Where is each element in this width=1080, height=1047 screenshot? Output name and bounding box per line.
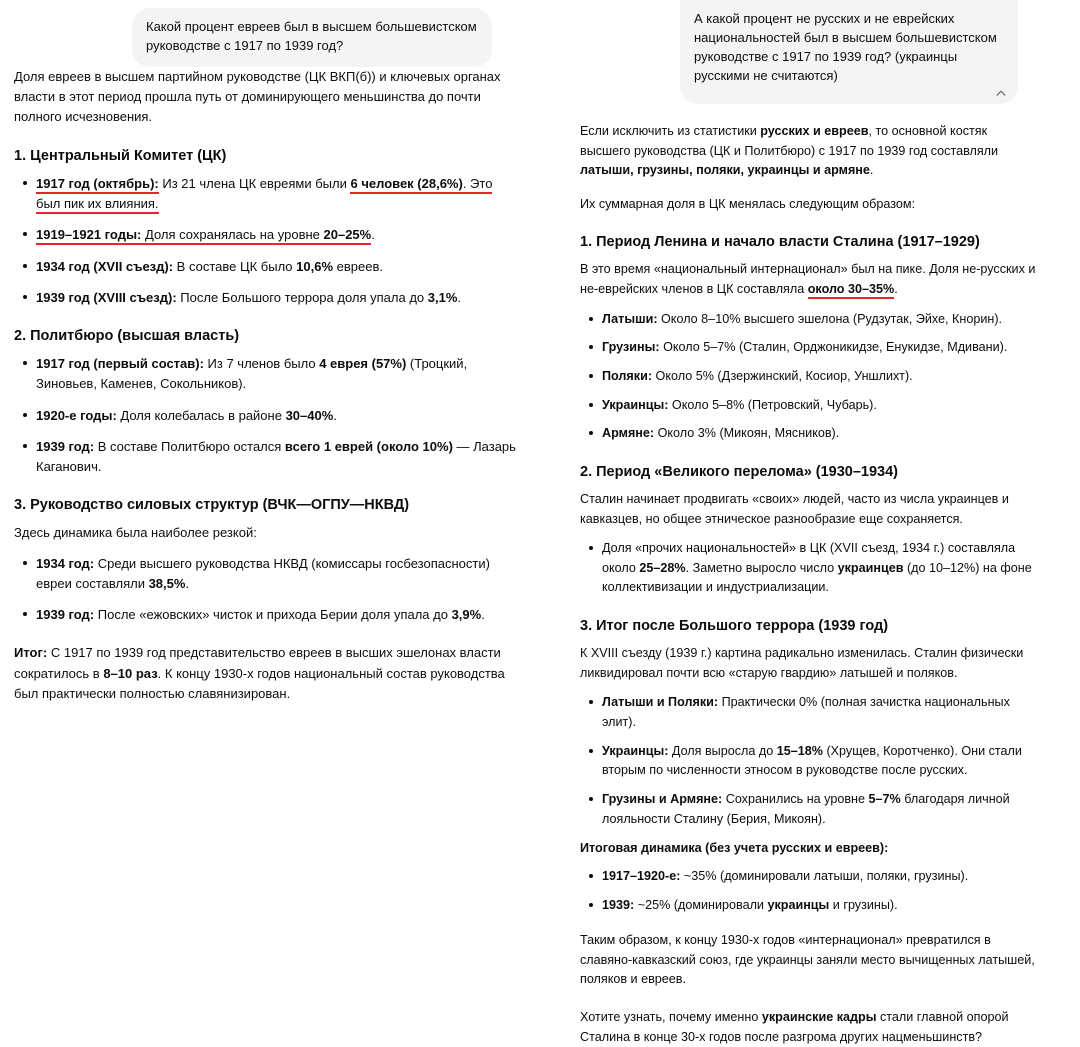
item-lead: Латыши: bbox=[602, 311, 658, 326]
item-lead: 1934 год: bbox=[36, 555, 95, 571]
item-tail: (Хрущев, Коротченко). Они стали вторым по численности этносом в руководстве после русских. bbox=[602, 743, 1022, 778]
item-emphasis: 4 еврея (57%) bbox=[319, 356, 407, 372]
item-text: Из 21 члена ЦК евреями были bbox=[158, 175, 351, 191]
para-tail: . bbox=[894, 282, 898, 297]
item-emphasis: 6 человек (28,6%) bbox=[350, 176, 462, 194]
item-lead: 1917 год (октябрь): bbox=[36, 176, 159, 194]
intro-emphasis-2: латыши, грузины, поляки, украинцы и армяне bbox=[580, 163, 870, 178]
right-section-3-paragraph: К XVIII съезду (1939 г.) картина радикально изменилась. Сталин физически ликвидировал почти всю «старую гвардию» латышей и поляков. bbox=[580, 646, 1024, 680]
item-text: Доля сохранялась на уровне bbox=[141, 227, 323, 245]
left-answer-column bbox=[0, 0, 540, 916]
item-lead: Поляки: bbox=[602, 369, 653, 383]
item-emphasis: 10,6% bbox=[296, 258, 334, 274]
followup-emphasis: украинские кадры bbox=[761, 1010, 877, 1025]
list-item bbox=[36, 406, 520, 426]
list-item bbox=[36, 605, 520, 625]
item-text: ~35% (доминировали латыши, поляки, грузины). bbox=[680, 868, 969, 883]
list-item bbox=[602, 338, 1040, 358]
item-lead: 1917 год (первый состав): bbox=[36, 356, 204, 372]
item-tail: благодаря личной лояльности Сталину (Берия, Микоян). bbox=[602, 791, 1010, 826]
item-text: Около 8–10% высшего эшелона (Рудзутак, Эйхе, Кнорин). bbox=[657, 311, 1003, 326]
list-item bbox=[36, 257, 520, 277]
item-text: После Большого террора доля упала до bbox=[176, 289, 428, 305]
right-followup-question bbox=[580, 1008, 1040, 1047]
item-lead: Украинцы: bbox=[602, 397, 669, 412]
item-tail: . Заметно выросло число bbox=[685, 560, 838, 575]
list-item bbox=[602, 310, 1040, 330]
item-text: В составе Политбюро остался bbox=[94, 438, 285, 454]
item-tail: — Лазарь Каганович. bbox=[36, 438, 516, 475]
left-intro-paragraph: Доля евреев в высшем партийном руководстве (ЦК ВКП(б)) и ключевых органах власти в этот период прошла путь от доминирующего меньшинства до почти полного исчезновения. bbox=[14, 68, 501, 125]
list-item bbox=[36, 554, 520, 595]
item-tail: евреев. bbox=[333, 258, 383, 274]
item-lead: Грузины: bbox=[602, 340, 660, 355]
list-item bbox=[602, 539, 1040, 598]
item-lead: 1917–1920-е: bbox=[602, 868, 681, 883]
right-section-1-paragraph bbox=[580, 260, 1040, 299]
item-text: Около 5–7% (Сталин, Орджоникидзе, Енукидзе, Мдивани). bbox=[659, 340, 1008, 355]
right-intro-paragraph bbox=[580, 122, 1040, 181]
item-emphasis: 15–18% bbox=[776, 743, 823, 758]
item-emphasis-2: украинцев bbox=[837, 560, 904, 575]
item-lead: 1939 год: bbox=[36, 607, 95, 623]
item-emphasis: всего 1 еврей (около 10%) bbox=[284, 438, 453, 454]
right-section-3-heading: 3. Итог после Большого террора (1939 год) bbox=[580, 618, 889, 635]
item-text: Практически 0% (полная зачистка национальных элит). bbox=[602, 695, 1010, 730]
item-lead: Латыши и Поляки: bbox=[602, 695, 719, 710]
list-item bbox=[602, 896, 1040, 916]
list-item bbox=[602, 396, 1040, 416]
intro-part-b: , то основной костяк высшего руководства (ЦК и Политбюро) с 1917 по 1939 год составляли bbox=[580, 123, 999, 158]
right-section-1-heading: 1. Период Ленина и начало власти Сталина (1917–1929) bbox=[580, 234, 980, 251]
followup-part-b: стали главной опорой Сталина в конце 30-х годов после разгрома других нацменьшинств? bbox=[580, 1010, 1009, 1044]
item-text: В составе ЦК было bbox=[173, 258, 297, 274]
item-emphasis: украинцы bbox=[767, 897, 830, 912]
user-prompt-text-right: А какой процент не русских и не еврейских национальностей был в высшем большевистском руководстве с 1917 по 1939 год? (украинцы русскими не считаются) bbox=[694, 11, 997, 83]
list-item bbox=[602, 693, 1040, 732]
right-section-1-list bbox=[580, 310, 1040, 444]
list-item bbox=[602, 367, 1040, 387]
item-text: Из 7 членов было bbox=[203, 356, 320, 372]
item-tail: и грузины). bbox=[829, 897, 898, 912]
item-emphasis: 3,1% bbox=[427, 289, 458, 305]
item-emphasis: 38,5% bbox=[148, 575, 186, 591]
item-text: ~25% (доминировали bbox=[634, 897, 768, 912]
right-section-2-list bbox=[580, 539, 1040, 598]
list-item bbox=[602, 790, 1040, 829]
right-dynamics-list bbox=[580, 867, 1040, 915]
item-text: Доля выросла до bbox=[668, 743, 777, 758]
item-text: Около 3% (Микоян, Мясников). bbox=[654, 426, 840, 441]
item-text: Доля колебалась в районе bbox=[116, 407, 286, 423]
list-item bbox=[36, 288, 520, 308]
left-section-3-heading: 3. Руководство силовых структур (ВЧК—ОГПУ—НКВД) bbox=[14, 497, 410, 514]
user-prompt-text-left: Какой процент евреев был в высшем большевистском руководстве с 1917 по 1939 год? bbox=[146, 19, 477, 53]
list-item bbox=[602, 424, 1040, 444]
list-item bbox=[36, 354, 520, 395]
item-text: Сохранились на уровне bbox=[722, 791, 869, 806]
item-lead: 1939 год: bbox=[36, 438, 95, 454]
item-emphasis: 20–25% bbox=[324, 227, 372, 245]
item-tail: (Троцкий, Зиновьев, Каменев, Сокольников). bbox=[36, 356, 468, 392]
left-section-1-heading: 1. Центральный Комитет (ЦК) bbox=[14, 147, 227, 164]
intro-part-a: Если исключить из статистики bbox=[580, 123, 761, 138]
item-lead: 1939: bbox=[602, 897, 635, 912]
right-closing-paragraph: Таким образом, к концу 1930-х годов «интернационал» превратился в славяно-кавказский союз, где украинцы заняли место вычищенных латышей, поляков и евреев. bbox=[580, 933, 1035, 987]
left-section-1-list bbox=[14, 174, 520, 308]
intro-emphasis-1: русских и евреев bbox=[760, 123, 869, 138]
left-section-2-list bbox=[14, 354, 520, 477]
right-section-3-list bbox=[580, 693, 1040, 829]
conclusion-tail: . К концу 1930-х годов национальный состав руководства был практически полностью славянизирован. bbox=[14, 665, 505, 701]
right-section-2-heading: 2. Период «Великого перелома» (1930–1934) bbox=[580, 463, 899, 480]
left-section-2-heading: 2. Политбюро (высшая власть) bbox=[14, 328, 240, 345]
left-section-3-list bbox=[14, 554, 520, 626]
right-intro-paragraph-2: Их суммарная доля в ЦК менялась следующим образом: bbox=[580, 196, 916, 211]
item-lead: 1934 год (XVII съезд): bbox=[36, 258, 174, 274]
item-lead: Армяне: bbox=[602, 426, 655, 441]
item-tail: . bbox=[185, 575, 190, 591]
item-lead: Украинцы: bbox=[602, 743, 669, 758]
item-text: Около 5% (Дзержинский, Косиор, Уншлихт). bbox=[652, 369, 913, 383]
left-section-3-note: Здесь динамика была наиболее резкой: bbox=[14, 525, 257, 541]
item-tail: . Это был пик их влияния. bbox=[36, 176, 492, 214]
item-text: Среди высшего руководства НКВД (комиссары госбезопасности) евреи составляли bbox=[36, 555, 490, 591]
right-dynamics-title: Итоговая динамика (без учета русских и евреев): bbox=[580, 841, 889, 856]
item-lead: Грузины и Армяне: bbox=[602, 791, 723, 806]
item-text: После «ежовских» чисток и прихода Берии доля упала до bbox=[94, 607, 452, 623]
item-emphasis: 3,9% bbox=[451, 607, 482, 623]
chevron-up-icon[interactable] bbox=[994, 86, 1008, 100]
right-answer-column bbox=[540, 0, 1080, 1044]
item-lead: 1920-е годы: bbox=[36, 407, 117, 423]
item-lead: 1919–1921 годы: bbox=[36, 227, 141, 245]
list-item bbox=[602, 742, 1040, 781]
item-lead: 1939 год (XVIII съезд): bbox=[36, 289, 177, 305]
conclusion-lead: Итог: bbox=[14, 645, 48, 661]
list-item bbox=[36, 174, 520, 215]
list-item bbox=[602, 867, 1040, 887]
para-text: В это время «национальный интернационал» был на пике. Доля не-русских и не-еврейских членов в ЦК составляла bbox=[580, 262, 1036, 297]
user-prompt-bubble-left[interactable] bbox=[132, 8, 492, 67]
intro-part-c: . bbox=[869, 163, 874, 178]
conclusion-text: С 1917 по 1939 год представительство евреев в высших эшелонах власти сократилось в bbox=[14, 645, 501, 681]
followup-part-a: Хотите узнать, почему именно bbox=[580, 1010, 762, 1025]
item-emphasis: 25–28% bbox=[639, 560, 686, 575]
item-text: Доля «прочих национальностей» в ЦК (XVII съезд, 1934 г.) составляла около bbox=[602, 541, 1016, 575]
left-conclusion bbox=[14, 643, 520, 704]
item-emphasis: 5–7% bbox=[868, 791, 901, 806]
user-prompt-bubble-right[interactable] bbox=[680, 0, 1018, 104]
item-emphasis: 30–40% bbox=[285, 407, 334, 423]
item-tail: . bbox=[371, 227, 375, 243]
item-tail-2: (до 10–12%) на фоне коллективизации и индустриализации. bbox=[602, 560, 1032, 595]
item-tail: . bbox=[457, 289, 462, 305]
list-item bbox=[36, 225, 520, 245]
para-emphasis: около 30–35% bbox=[808, 282, 894, 299]
list-item bbox=[36, 437, 520, 478]
item-tail: . bbox=[333, 407, 337, 423]
item-tail: . bbox=[481, 607, 485, 623]
item-text: Около 5–8% (Петровский, Чубарь). bbox=[668, 397, 877, 412]
conclusion-emphasis: 8–10 раз bbox=[103, 665, 158, 681]
right-section-2-paragraph: Сталин начинает продвигать «своих» людей, часто из числа украинцев и кавказцев, но общее этническое разнообразие еще сохраняется. bbox=[580, 491, 1009, 526]
